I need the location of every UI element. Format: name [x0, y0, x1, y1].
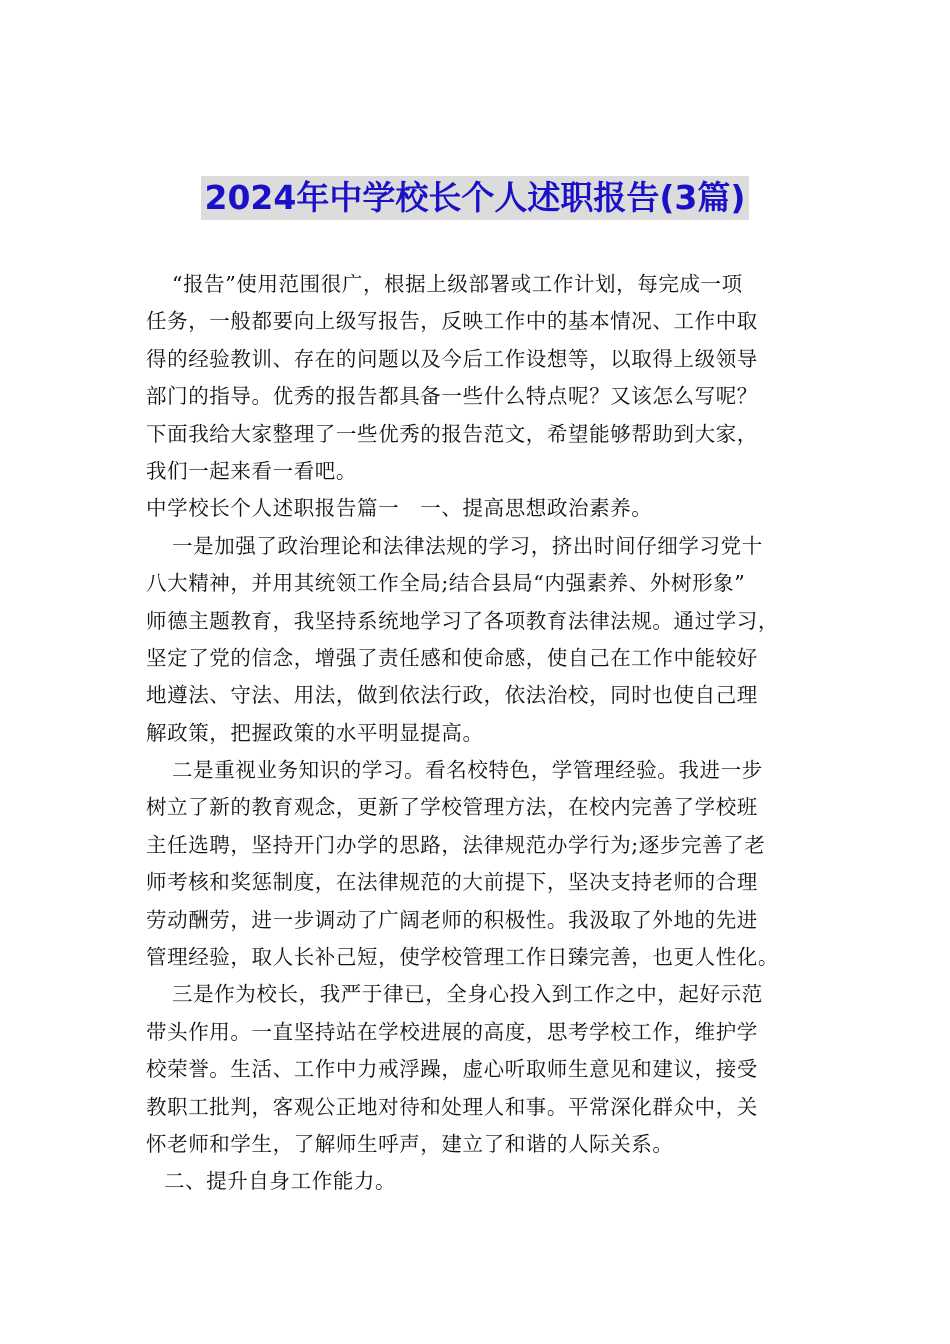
- paragraph-line: 怀老师和学生，了解师生呼声，建立了和谐的人际关系。: [146, 1131, 674, 1156]
- document-title: 2024年中学校长个人述职报告(3篇): [201, 176, 750, 220]
- paragraph-line: 八大精神，并用其统领工作全局;结合县局“内强素养、外树形象”: [146, 571, 746, 596]
- paragraph-line: 二是重视业务知识的学习。看名校特色，学管理经验。我进一步: [172, 758, 763, 783]
- title-container: [0, 176, 950, 220]
- paragraph-line: “报告”使用范围很广，根据上级部署或工作计划，每完成一项: [172, 272, 743, 296]
- paragraph-line: 得的经验教训、存在的问题以及今后工作设想等，以取得上级领导: [146, 346, 758, 371]
- paragraph-line: 地遵法、守法、用法，做到依法行政，依法治校，同时也使自己理: [146, 683, 758, 708]
- paragraph-line: 坚定了党的信念，增强了责任感和使命感，使自己在工作中能较好: [146, 645, 758, 670]
- paragraph-line: 下面我给大家整理了一些优秀的报告范文，希望能够帮助到大家，: [146, 421, 758, 446]
- paragraph-line: 我们一起来看一看吧。: [146, 458, 357, 483]
- paragraph-line: 树立了新的教育观念，更新了学校管理方法，在校内完善了学校班: [146, 795, 758, 820]
- section-heading: 二、提升自身工作能力。: [164, 1169, 397, 1194]
- paragraph-line: 带头作用。一直坚持站在学校进展的高度，思考学校工作，维护学: [146, 1019, 758, 1044]
- paragraph-line: 部门的指导。优秀的报告都具备一些什么特点呢？又该怎么写呢？: [146, 384, 758, 409]
- paragraph-line: 管理经验，取人长补己短，使学校管理工作日臻完善，也更人性化。: [146, 945, 779, 970]
- paragraph-line: 校荣誉。生活、工作中力戒浮躁，虚心听取师生意见和建议，接受: [146, 1057, 758, 1082]
- paragraph-line: 师考核和奖惩制度，在法律规范的大前提下，坚决支持老师的合理: [146, 870, 758, 895]
- paragraph-line: 师德主题教育，我坚持系统地学习了各项教育法律法规。通过学习，: [146, 608, 779, 633]
- paragraph-line: 主任选聘，坚持开门办学的思路，法律规范办学行为;逐步完善了老: [146, 832, 766, 857]
- section-heading: 中学校长个人述职报告篇一 一、提高思想政治素养。: [146, 496, 653, 521]
- paragraph-line: 解政策，把握政策的水平明显提高。: [146, 720, 484, 745]
- document-body: [146, 266, 826, 1201]
- paragraph-line: 教职工批判，客观公正地对待和处理人和事。平常深化群众中，关: [146, 1094, 758, 1119]
- paragraph-line: 劳动酬劳，进一步调动了广阔老师的积极性。我汲取了外地的先进: [146, 907, 758, 932]
- paragraph-line: 一是加强了政治理论和法律法规的学习，挤出时间仔细学习党十: [172, 533, 763, 558]
- paragraph-line: 任务，一般都要向上级写报告，反映工作中的基本情况、工作中取: [146, 309, 758, 334]
- paragraph-line: 三是作为校长，我严于律已，全身心投入到工作之中，起好示范: [172, 982, 763, 1007]
